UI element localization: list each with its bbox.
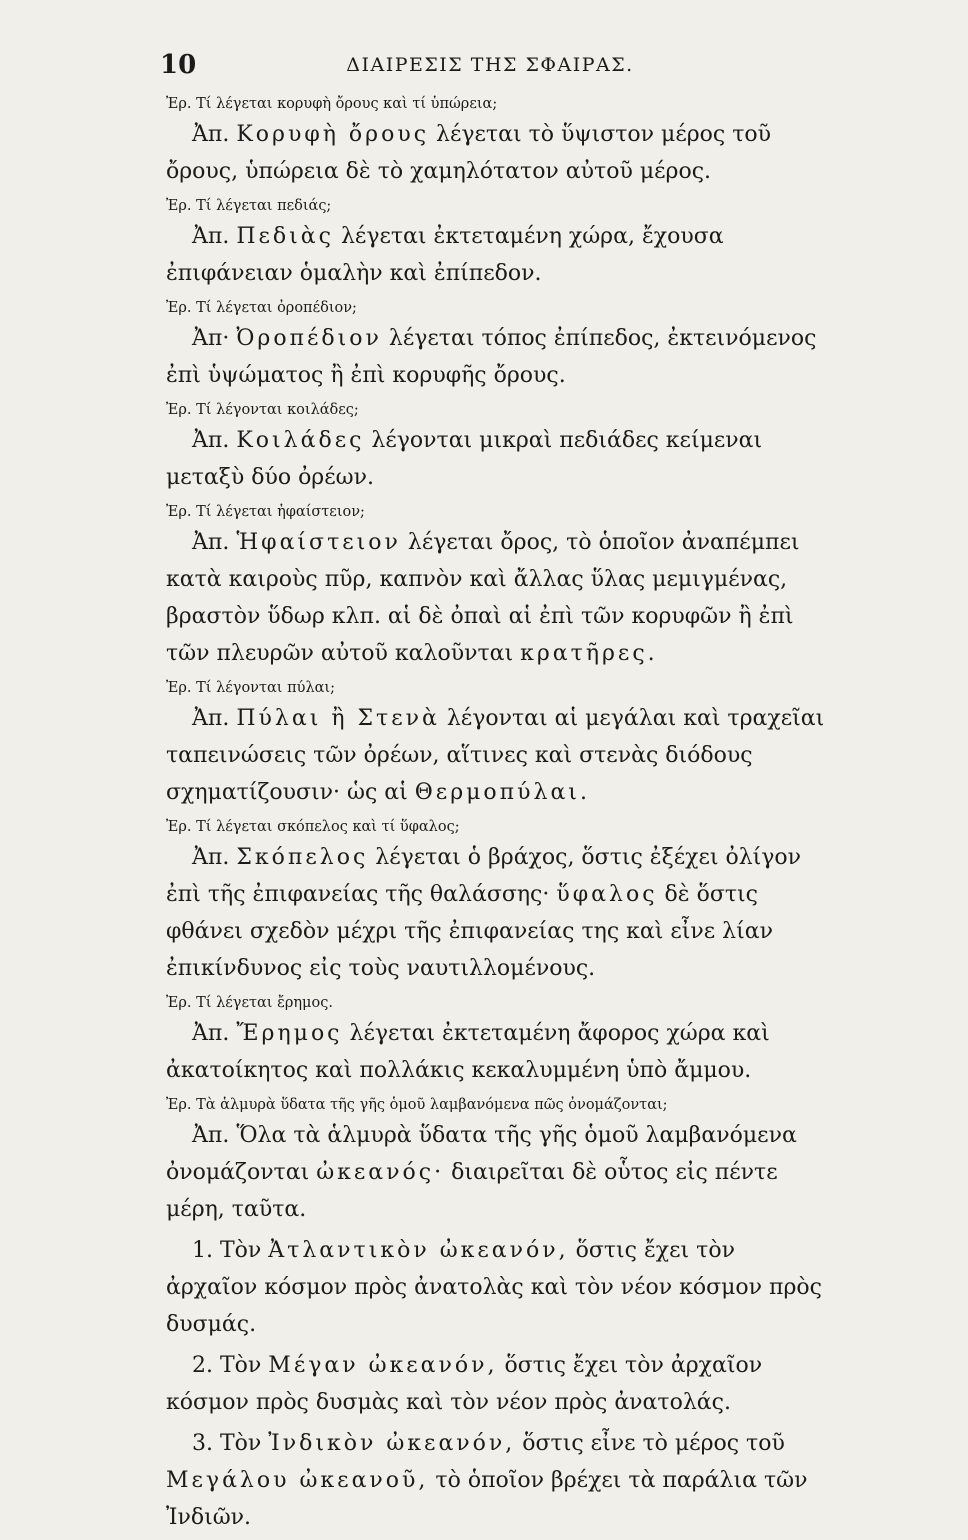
- qa-list: [166, 92, 826, 1228]
- answer-text: λέγεται τὸ ὕψιστον μέρος τοῦ ὄρους, ὑπώρεια δὲ τὸ χαμηλότατον αὐτοῦ μέρος.: [166, 122, 772, 184]
- page-header: [160, 50, 820, 90]
- item-text: ὅστις εἶνε τὸ μέρος τοῦ: [522, 1431, 785, 1456]
- answer-term: Πύλαι ἢ Στενὰ: [236, 706, 440, 731]
- answer-text: λέγεται ἐκτεταμένη ἄφορος χώρα καὶ ἀκατοίκητος καὶ πολλάκις κεκαλυμμένη ὑπὸ ἄμμου.: [166, 1021, 770, 1083]
- answer-text: λέγονται μικραὶ πεδιάδες κείμεναι μεταξὺ δύο ὀρέων.: [166, 428, 763, 490]
- item-term: Ἰνδικὸν ὠκεανόν,: [268, 1431, 516, 1456]
- answer-term: Πεδιὰς: [236, 224, 334, 249]
- answer-prefix: Ἀπ.: [192, 845, 230, 870]
- item-pre: Τὸν: [220, 1353, 262, 1378]
- answer-prefix: Ἀπ.: [192, 706, 230, 731]
- answer-term: Κοιλάδες: [236, 428, 365, 453]
- answer-term: Κορυφὴ ὄρους: [236, 122, 430, 147]
- item-number: 1.: [192, 1238, 213, 1263]
- answer-end: δὲ ὅστις φθάνει σχεδὸν μέχρι τῆς ἐπιφανείας της καὶ εἶνε λίαν ἐπικίνδυνος εἰς τοὺς ναυτιλλομένους.: [166, 882, 773, 981]
- answer-text: λέγεται τόπος ἐπίπεδος, ἐκτεινόμενος ἐπὶ ὑψώματος ἢ ἐπὶ κορυφῆς ὄρους.: [166, 326, 817, 388]
- answer: [166, 1015, 826, 1089]
- page-body: [166, 92, 826, 1540]
- ocean-item: [166, 1347, 826, 1421]
- answer-term: Ἔρημος: [236, 1021, 343, 1046]
- answer: [166, 320, 826, 394]
- answer-term-2: Θερμοπύλαι: [414, 780, 580, 805]
- answer-term: Ὀροπέδιον: [236, 326, 382, 351]
- answer-term-2: κρατῆρες: [520, 641, 648, 666]
- answer: [166, 524, 826, 672]
- answer: [166, 839, 826, 987]
- answer-prefix: Ἀπ.: [192, 224, 230, 249]
- answer-term-2: ὕφαλος: [556, 882, 658, 907]
- answer: [166, 700, 826, 811]
- answer-text: λέγονται αἱ μεγάλαι καὶ τραχεῖαι ταπεινώσεις τῶν ὀρέων, αἵτινες καὶ στενὰς διόδους σχηματίζουσιν· ὡς αἱ: [166, 706, 825, 805]
- item-term-2: Μεγάλου ὠκεανοῦ,: [166, 1468, 429, 1493]
- question: Ἐρ. Τί λέγεται κορυφὴ ὄρους καὶ τί ὑπώρεια;: [166, 96, 498, 112]
- item-term: Ἀτλαντικὸν ὠκεανόν,: [268, 1238, 569, 1263]
- answer-prefix: Ἀπ·: [192, 326, 230, 351]
- answer-end: .: [647, 641, 655, 666]
- answer-prefix: Ἀπ.: [192, 1123, 230, 1148]
- answer-text: λέγεται ἐκτεταμένη χώρα, ἔχουσα ἐπιφάνειαν ὁμαλὴν καὶ ἐπίπεδον.: [166, 224, 724, 286]
- item-term: Μέγαν ὠκεανόν,: [268, 1353, 498, 1378]
- answer-end: διαιρεῖται δὲ οὗτος εἰς πέντε μέρη, ταῦτα.: [166, 1160, 778, 1222]
- answer-term: Ἡφαίστειον: [236, 530, 401, 555]
- answer: [166, 218, 826, 292]
- question: Ἐρ. Τί λέγεται σκόπελος καὶ τί ὕφαλος;: [166, 819, 460, 835]
- question: Ἐρ. Τί λέγεται ἔρημος.: [166, 995, 333, 1011]
- question: Ἐρ. Τί λέγεται πεδιάς;: [166, 198, 332, 214]
- page-number: 10: [160, 50, 197, 80]
- question: Ἐρ. Τί λέγεται ἡφαίστειον;: [166, 504, 365, 520]
- running-title: ΔΙΑΙΡΕΣΙΣ ΤΗΣ ΣΦΑΙΡΑΣ.: [346, 54, 634, 76]
- ocean-item: [166, 1232, 826, 1343]
- question: Ἐρ. Τί λέγονται κοιλάδες;: [166, 402, 359, 418]
- answer-term: Σκόπελος: [236, 845, 369, 870]
- answer-text: Ὅλα τὰ ἁλμυρὰ ὕδατα τῆς γῆς ὁμοῦ λαμβανόμενα ὀνομάζονται: [166, 1123, 797, 1185]
- item-number: 3.: [192, 1431, 213, 1456]
- item-pre: Τὸν: [220, 1238, 262, 1263]
- item-number: 2.: [192, 1353, 213, 1378]
- answer-prefix: Ἀπ.: [192, 122, 230, 147]
- answer: [166, 422, 826, 496]
- answer: [166, 1117, 826, 1228]
- ocean-list: [166, 1232, 826, 1536]
- answer-text: λέγεται ὄρος, τὸ ὁποῖον ἀναπέμπει κατὰ καιροὺς πῦρ, καπνὸν καὶ ἄλλας ὕλας μεμιγμένας, βραστὸν ὕδωρ κλπ. αἱ δὲ ὀπαὶ αἱ ἐπὶ τῶν κορυφῶν ἢ ἐπὶ τῶν πλευρῶν αὐτοῦ καλοῦνται: [166, 530, 800, 666]
- item-text: ὅστις ἔχει τὸν ἀρχαῖον κόσμον πρὸς ἀνατολὰς καὶ τὸν νέον κόσμον πρὸς δυσμάς.: [166, 1238, 822, 1337]
- item-pre: Τὸν: [220, 1431, 262, 1456]
- item-text: ὅστις ἔχει τὸν ἀρχαῖον κόσμον πρὸς δυσμὰς καὶ τὸν νέον πρὸς ἀνατολάς.: [166, 1353, 763, 1415]
- answer-prefix: Ἀπ.: [192, 428, 230, 453]
- answer-end: .: [579, 780, 587, 805]
- question: Ἐρ. Τὰ ἁλμυρὰ ὕδατα τῆς γῆς ὁμοῦ λαμβανόμενα πῶς ὀνομάζονται;: [166, 1097, 668, 1113]
- answer: [166, 116, 826, 190]
- answer-text: λέγεται ὁ βράχος, ὅστις ἐξέχει ὀλίγον ἐπὶ τῆς ἐπιφανείας τῆς θαλάσσης·: [166, 845, 802, 907]
- question: Ἐρ. Τί λέγεται ὀροπέδιον;: [166, 300, 357, 316]
- ocean-item: [166, 1425, 826, 1536]
- answer-prefix: Ἀπ.: [192, 530, 230, 555]
- question: Ἐρ. Τί λέγονται πύλαι;: [166, 680, 335, 696]
- item-end: τὸ ὁποῖον βρέχει τὰ παράλια τῶν Ἰνδιῶν.: [166, 1468, 808, 1530]
- answer-term-2: ὠκεανός·: [316, 1160, 445, 1185]
- answer-prefix: Ἀπ.: [192, 1021, 230, 1046]
